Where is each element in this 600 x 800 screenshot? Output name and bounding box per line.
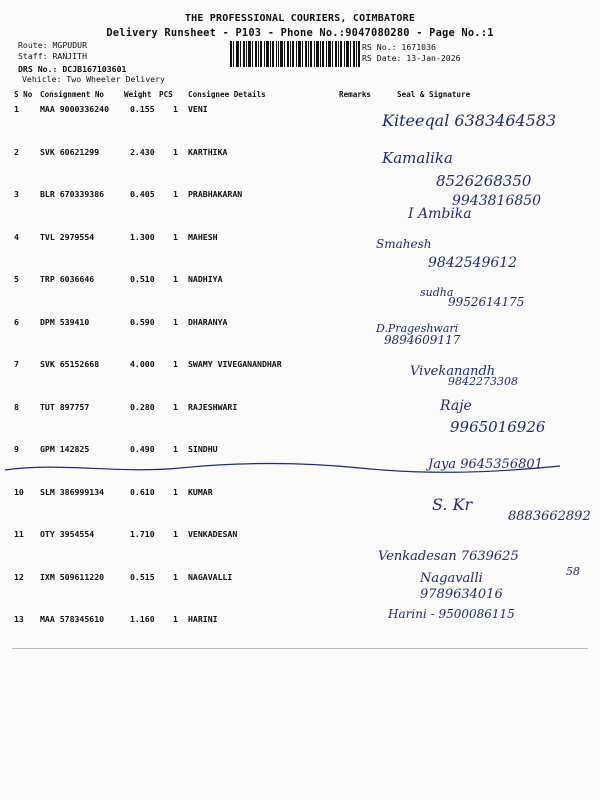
staff-label: Staff: RANJITH <box>18 51 88 61</box>
row-weight: 0.155 <box>130 104 155 114</box>
row-consignee: NADHIYA <box>188 274 223 284</box>
row-weight: 0.515 <box>130 571 155 582</box>
row-weight: 0.510 <box>130 274 155 284</box>
row-pcs: 1 <box>173 231 178 242</box>
sig-row3-phone: 9943816850 <box>452 193 542 209</box>
col-remarks: Remarks <box>339 90 372 99</box>
row-consignee: PRABHAKARAN <box>188 189 243 199</box>
row-pcs: 1 <box>173 529 178 539</box>
row-pcs: 1 <box>173 486 178 497</box>
row-weight: 4.000 <box>130 359 155 369</box>
sig-row2-phone: 8526268350 <box>436 172 532 190</box>
rs-number: RS No.: 1671036 <box>362 42 436 52</box>
sig-row3-name: I Ambika <box>408 206 472 222</box>
row-sno: 2 <box>14 146 19 157</box>
row-pcs: 1 <box>173 274 178 284</box>
row-weight: 0.610 <box>130 486 155 497</box>
row-consignment-no: MAA 578345610 <box>40 614 105 624</box>
row-consignment-no: IXM 509611220 <box>40 571 105 582</box>
sig-row4-phone: 9842549612 <box>428 255 518 271</box>
rs-date: RS Date: 13-Jan-2026 <box>362 53 461 63</box>
route-label: Route: MGPUDUR <box>18 40 88 50</box>
row-weight: 0.405 <box>130 189 155 199</box>
row-pcs: 1 <box>173 444 178 454</box>
row-pcs: 1 <box>173 359 178 369</box>
sig-row9: Jaya 9645356801 <box>428 457 543 472</box>
row-consignee: VENKADESAN <box>188 529 238 539</box>
row-sno: 6 <box>14 316 19 327</box>
row-consignment-no: OTY 3954554 <box>40 529 95 539</box>
row-sno: 12 <box>14 571 24 582</box>
sig-row2-name: Kamalika <box>382 149 453 167</box>
col-sno: S No <box>14 90 33 99</box>
row-pcs: 1 <box>173 614 178 624</box>
row-sno: 9 <box>14 444 19 454</box>
sig-row8-name: Raje <box>440 398 472 414</box>
row-sno: 4 <box>14 231 19 242</box>
row-consignee: KARTHIKA <box>188 146 228 157</box>
row-consignment-no: GPM 142825 <box>40 444 90 454</box>
row-weight: 1.160 <box>130 614 155 624</box>
row-consignee: HARINI <box>188 614 218 624</box>
row-consignment-no: SVK 65152668 <box>40 359 100 369</box>
sig-row12-name: Nagavalli <box>420 571 483 586</box>
row-sno: 7 <box>14 359 19 369</box>
row-consignment-no: TUT 897757 <box>40 401 90 412</box>
row-pcs: 1 <box>173 316 178 327</box>
row-consignment-no: SVK 60621299 <box>40 146 100 157</box>
vehicle-label: Vehicle: Two Wheeler Delivery <box>22 74 165 84</box>
col-seal-signature: Seal & Signature <box>397 90 471 99</box>
sig-row8-phone: 9965016926 <box>450 418 546 436</box>
row-consignment-no: TVL 2979554 <box>40 231 95 242</box>
sig-row1: Kiteeqal 6383464583 <box>382 111 557 130</box>
row-consignee: RAJESHWARI <box>188 401 238 412</box>
sig-row6-name: D.Prageshwari <box>376 322 459 335</box>
row-sno: 13 <box>14 614 24 624</box>
row-sno: 11 <box>14 529 24 539</box>
sig-row12-extra: 58 <box>566 565 580 578</box>
drs-label: DRS No.: DCJB167103601 <box>18 64 127 74</box>
row-consignment-no: MAA 9000336240 <box>40 104 110 114</box>
row-sno: 3 <box>14 189 19 199</box>
sig-row5-name: sudha <box>420 286 454 299</box>
sig-row5-phone: 9952614175 <box>448 295 525 309</box>
row-consignment-no: DPM 539410 <box>40 316 90 327</box>
row-pcs: 1 <box>173 189 178 199</box>
sig-row4-name: Smahesh <box>376 237 432 251</box>
row-consignee: SINDHU <box>188 444 218 454</box>
sig-row12-sign: Venkadesan 7639625 <box>378 549 519 564</box>
sig-row10-name: S. Kr <box>432 495 473 514</box>
row-consignee: DHARANYA <box>188 316 228 327</box>
row-weight: 2.430 <box>130 146 155 157</box>
row-consignment-no: BLR 670339386 <box>40 189 105 199</box>
col-consignment: Consignment No <box>40 90 105 99</box>
row-weight: 0.490 <box>130 444 155 454</box>
row-pcs: 1 <box>173 571 178 582</box>
row-consignment-no: TRP 6036646 <box>40 274 95 284</box>
row-sno: 10 <box>14 486 24 497</box>
row-consignee: KUMAR <box>188 486 213 497</box>
row-pcs: 1 <box>173 146 178 157</box>
row-weight: 1.300 <box>130 231 155 242</box>
row-consignment-no: SLM 386999134 <box>40 486 105 497</box>
row-sno: 5 <box>14 274 19 284</box>
col-consignee: Consignee Details <box>188 90 266 99</box>
sig-row13: Harini - 9500086115 <box>388 607 515 621</box>
row-weight: 1.710 <box>130 529 155 539</box>
document-subtitle: Delivery Runsheet - P103 - Phone No.:9047080280 - Page No.:1 <box>106 27 494 39</box>
row-consignee: NAGAVALLI <box>188 571 233 582</box>
document-title: THE PROFESSIONAL COURIERS, COIMBATORE <box>184 13 416 24</box>
col-pcs: PCS <box>159 90 173 99</box>
row-sno: 8 <box>14 401 19 412</box>
sig-row7-name: Vivekanandh <box>410 364 496 379</box>
row-consignee: SWAMY VIVEGANANDHAR <box>188 359 282 369</box>
row-consignee: MAHESH <box>188 231 218 242</box>
row-sno: 1 <box>14 104 19 114</box>
sig-row12-phone: 9789634016 <box>420 587 503 602</box>
sig-row10-phone: 8883662892 <box>508 509 591 524</box>
sig-row6-phone: 9894609117 <box>384 333 461 347</box>
row-weight: 0.590 <box>130 316 155 327</box>
row-pcs: 1 <box>173 401 178 412</box>
col-weight: Weight <box>124 90 152 99</box>
row-weight: 0.280 <box>130 401 155 412</box>
sig-row7-phone: 9842273308 <box>448 375 518 388</box>
row-pcs: 1 <box>173 104 178 114</box>
row-consignee: VENI <box>188 104 208 114</box>
